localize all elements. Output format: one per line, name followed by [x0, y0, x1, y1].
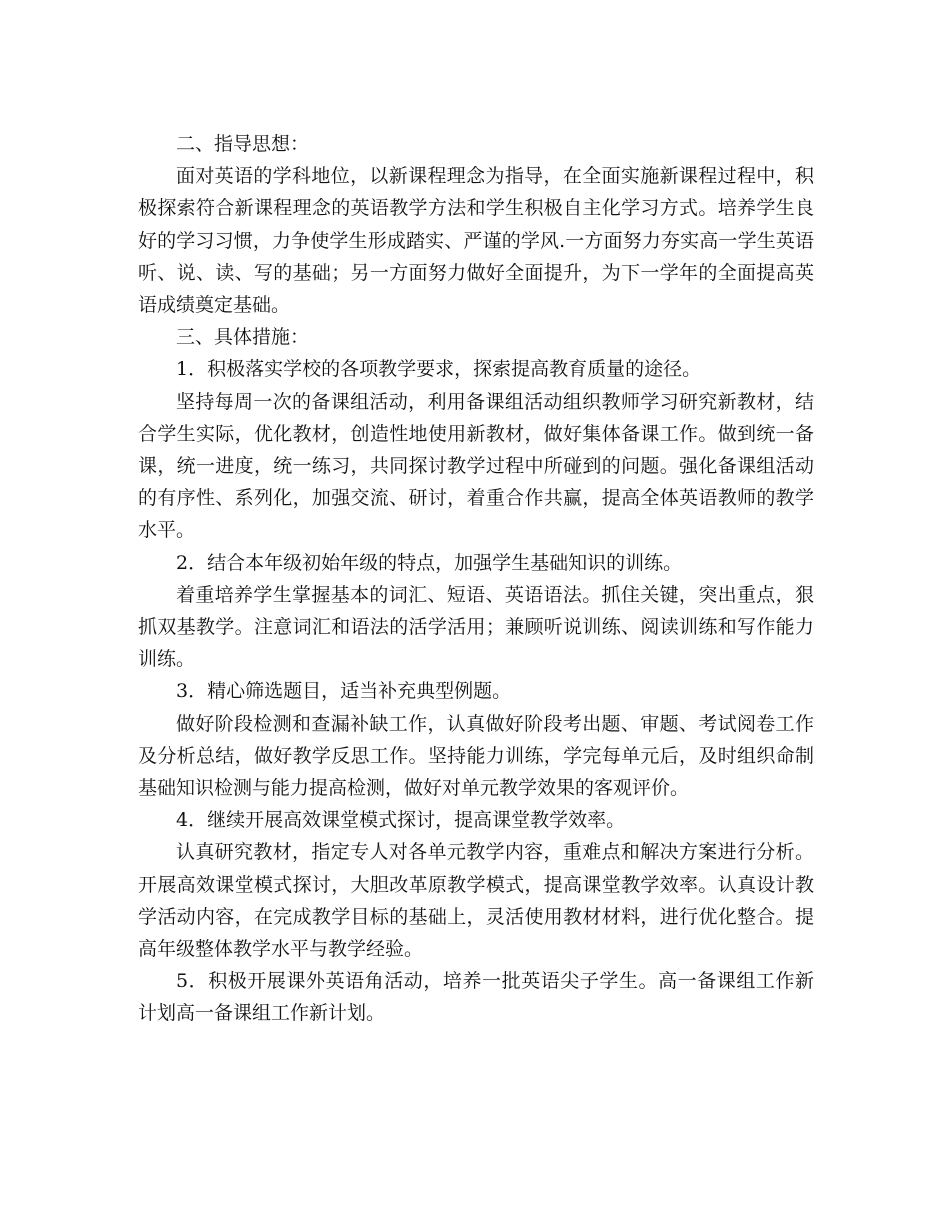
measure-heading-5: 5．积极开展课外英语角活动，培养一批英语尖子学生。高一备课组工作新计划高一备课组工作新计划。 — [138, 970, 814, 1025]
section-heading-specific-measures: 三、具体措施： — [176, 326, 310, 349]
document-body — [138, 128, 814, 1030]
measure-paragraph-4: 认真研究教材，指定专人对各单元教学内容，重难点和解决方案进行分析。开展高效课堂模式探讨，大胆改革原教学模式，提高课堂教学效率。认真设计教学活动内容，在完成教学目标的基础上，灵活使用教材材料，进行优化整合。提高年级整体教学水平与教学经验。 — [138, 841, 814, 961]
measure-heading-1: 1．积极落实学校的各项教学要求，探索提高教育质量的途径。 — [176, 358, 702, 381]
measure-paragraph-2: 着重培养学生掌握基本的词汇、短语、英语语法。抓住关键，突出重点，狠抓双基教学。注意词汇和语法的活学活用；兼顾听说训练、阅读训练和写作能力训练。 — [138, 583, 814, 671]
measure-heading-2: 2．结合本年级初始年级的特点，加强学生基础知识的训练。 — [176, 551, 683, 574]
paragraph-guiding-ideology: 面对英语的学科地位，以新课程理念为指导，在全面实施新课程过程中，积极探索符合新课程理念的英语教学方法和学生积极自主化学习方式。培养学生良好的学习习惯，力争使学生形成踏实、严谨的学风.一方面努力夯实高一学生英语听、说、读、写的基础；另一方面努力做好全面提升，为下一学年的全面提高英语成绩奠定基础。 — [138, 165, 814, 317]
measure-heading-3: 3．精心筛选题目，适当补充典型例题。 — [176, 680, 512, 703]
measure-heading-4: 4．继续开展高效课堂模式探讨，提高课堂教学效率。 — [176, 809, 626, 832]
measure-paragraph-3: 做好阶段检测和查漏补缺工作，认真做好阶段考出题、审题、考试阅卷工作及分析总结，做好教学反思工作。坚持能力训练，学完每单元后，及时组织命制基础知识检测与能力提高检测，做好对单元教学效果的客观评价。 — [138, 712, 814, 800]
section-heading-guiding-ideology: 二、指导思想： — [176, 133, 310, 155]
measure-paragraph-1: 坚持每周一次的备课组活动，利用备课组活动组织教师学习研究新教材，结合学生实际，优化教材，创造性地使用新教材，做好集体备课工作。做到统一备课，统一进度，统一练习，共同探讨教学过程中所碰到的问题。强化备课组活动的有序性、系列化，加强交流、研讨，着重合作共赢，提高全体英语教师的教学水平。 — [138, 390, 814, 542]
